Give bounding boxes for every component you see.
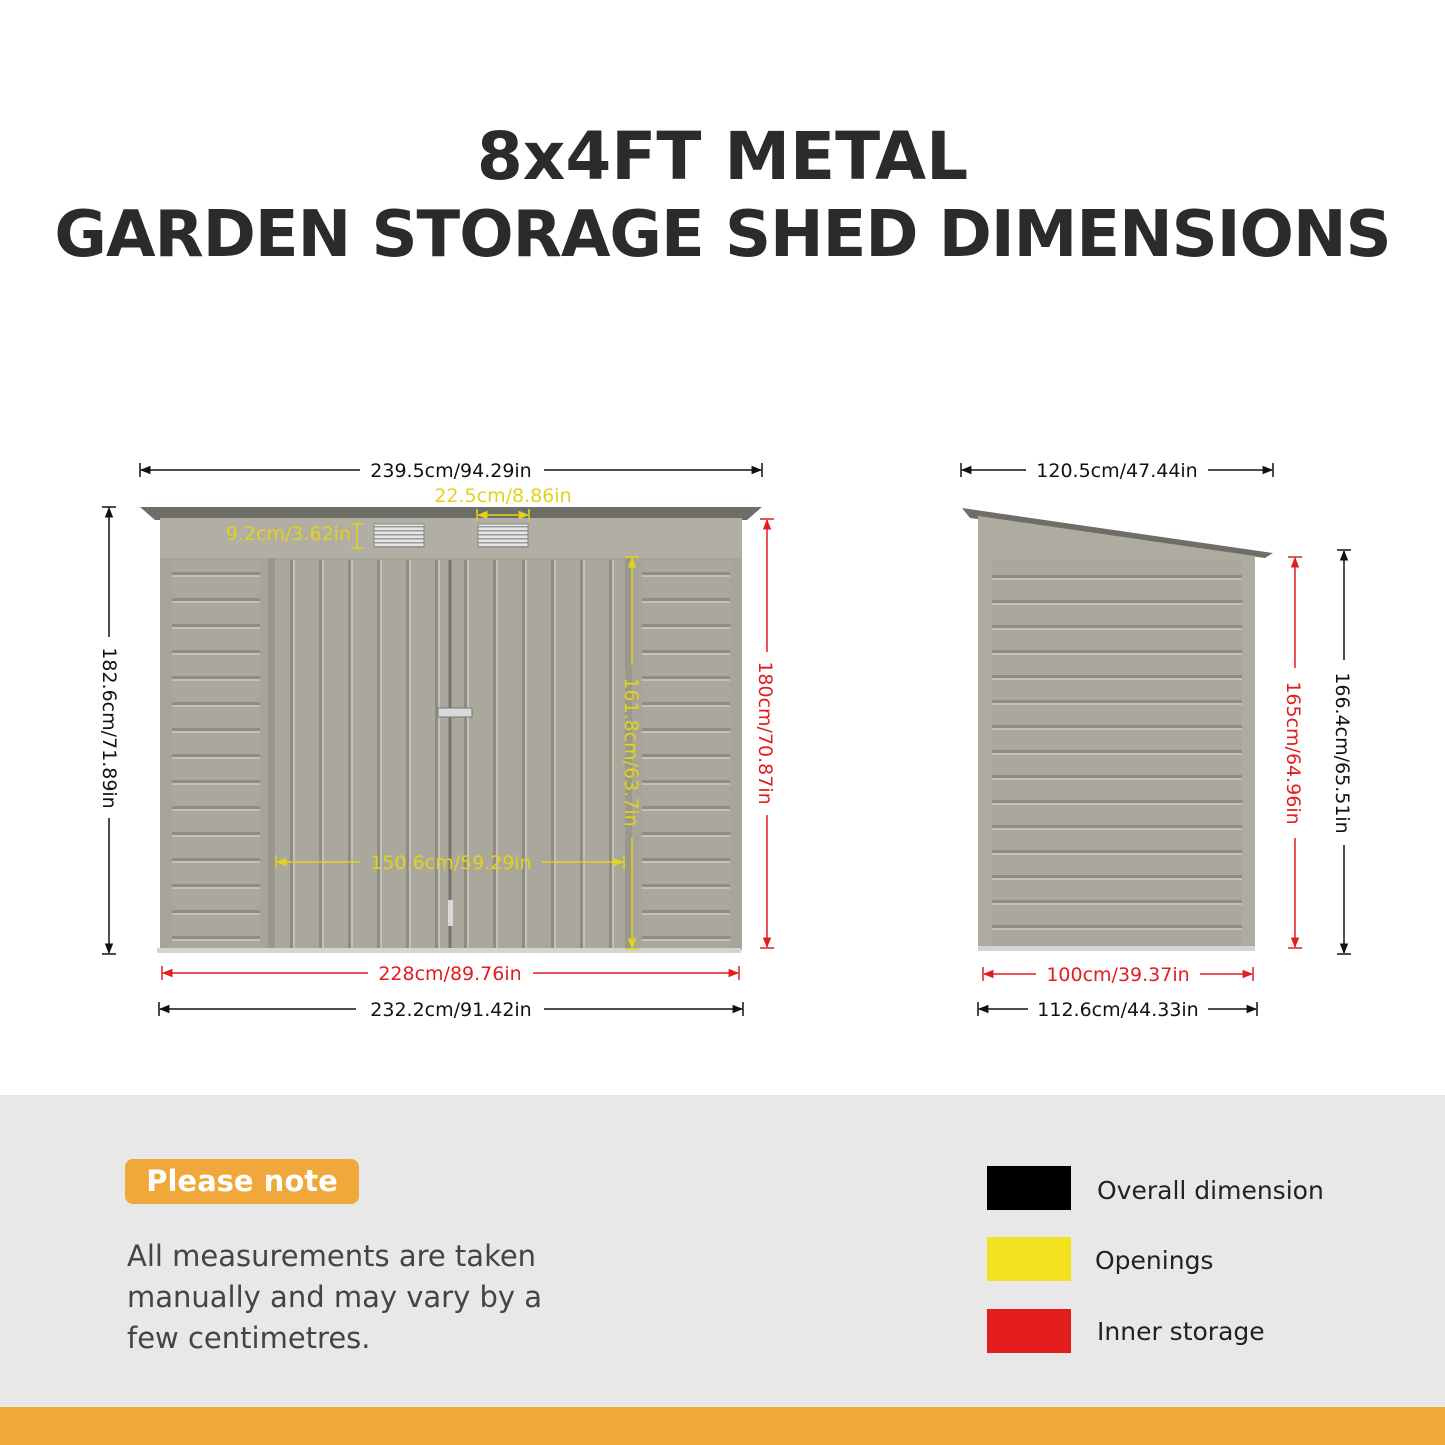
label-side-inner-depth: 100cm/39.37in	[1046, 964, 1190, 986]
vent-left	[374, 524, 424, 547]
door-handle	[438, 708, 472, 717]
vent-right	[478, 524, 528, 547]
front-shed	[140, 507, 762, 953]
dim-front-overall-width	[140, 460, 762, 482]
dim-side-inner-height	[1282, 557, 1304, 948]
label-side-inner-height: 165cm/64.96in	[1282, 681, 1304, 825]
dim-front-inner-height	[754, 519, 776, 948]
dim-side-inner-depth	[983, 964, 1253, 986]
dim-side-overall-height	[1331, 550, 1353, 954]
note-text: All measurements are taken manually and may vary by a few centimetres.	[127, 1239, 543, 1355]
side-panel	[992, 560, 1242, 946]
label-door-width: 150.6cm/59.29in	[370, 852, 532, 874]
side-shed	[962, 508, 1273, 951]
dim-side-overall-depth	[961, 460, 1273, 482]
label-front-base-width: 232.2cm/91.42in	[370, 999, 532, 1021]
door-bolt	[448, 900, 453, 926]
label-side-base-depth: 112.6cm/44.33in	[1037, 999, 1199, 1021]
front-left-panel	[172, 560, 260, 948]
side-base	[978, 946, 1255, 951]
dim-front-inner-width	[162, 963, 739, 985]
dim-front-overall-height	[98, 507, 120, 954]
dim-front-base-width	[159, 999, 743, 1021]
label-front-inner-width: 228cm/89.76in	[378, 963, 522, 985]
label-vent-height: 9.2cm/3.62in	[225, 523, 351, 545]
label-vent-width: 22.5cm/8.86in	[434, 485, 572, 507]
dim-side-base-depth	[978, 999, 1257, 1021]
legend-label-overall: Overall dimension	[1097, 1176, 1324, 1205]
label-side-overall-height: 166.4cm/65.51in	[1331, 672, 1353, 834]
title-line-1: 8x4FT METAL	[476, 118, 969, 195]
label-door-height: 161.8cm/63.7in	[620, 677, 642, 827]
label-front-overall-height: 182.6cm/71.89in	[98, 647, 120, 809]
bottom-accent-band	[0, 1407, 1445, 1445]
label-side-overall-depth: 120.5cm/47.44in	[1036, 460, 1198, 482]
label-front-overall-width: 239.5cm/94.29in	[370, 460, 532, 482]
legend-label-inner: Inner storage	[1097, 1317, 1265, 1346]
front-base	[157, 948, 741, 953]
legend-swatch-openings	[987, 1237, 1071, 1281]
dim-vent-height	[226, 523, 363, 548]
legend-swatch-inner	[987, 1309, 1071, 1353]
title-line-2: GARDEN STORAGE SHED DIMENSIONS	[54, 198, 1391, 272]
please-note-badge: Please note	[125, 1159, 359, 1204]
legend-label-openings: Openings	[1095, 1246, 1214, 1275]
label-front-inner-height: 180cm/70.87in	[754, 661, 776, 805]
legend-swatch-overall	[987, 1166, 1071, 1210]
front-right-panel	[642, 560, 730, 948]
